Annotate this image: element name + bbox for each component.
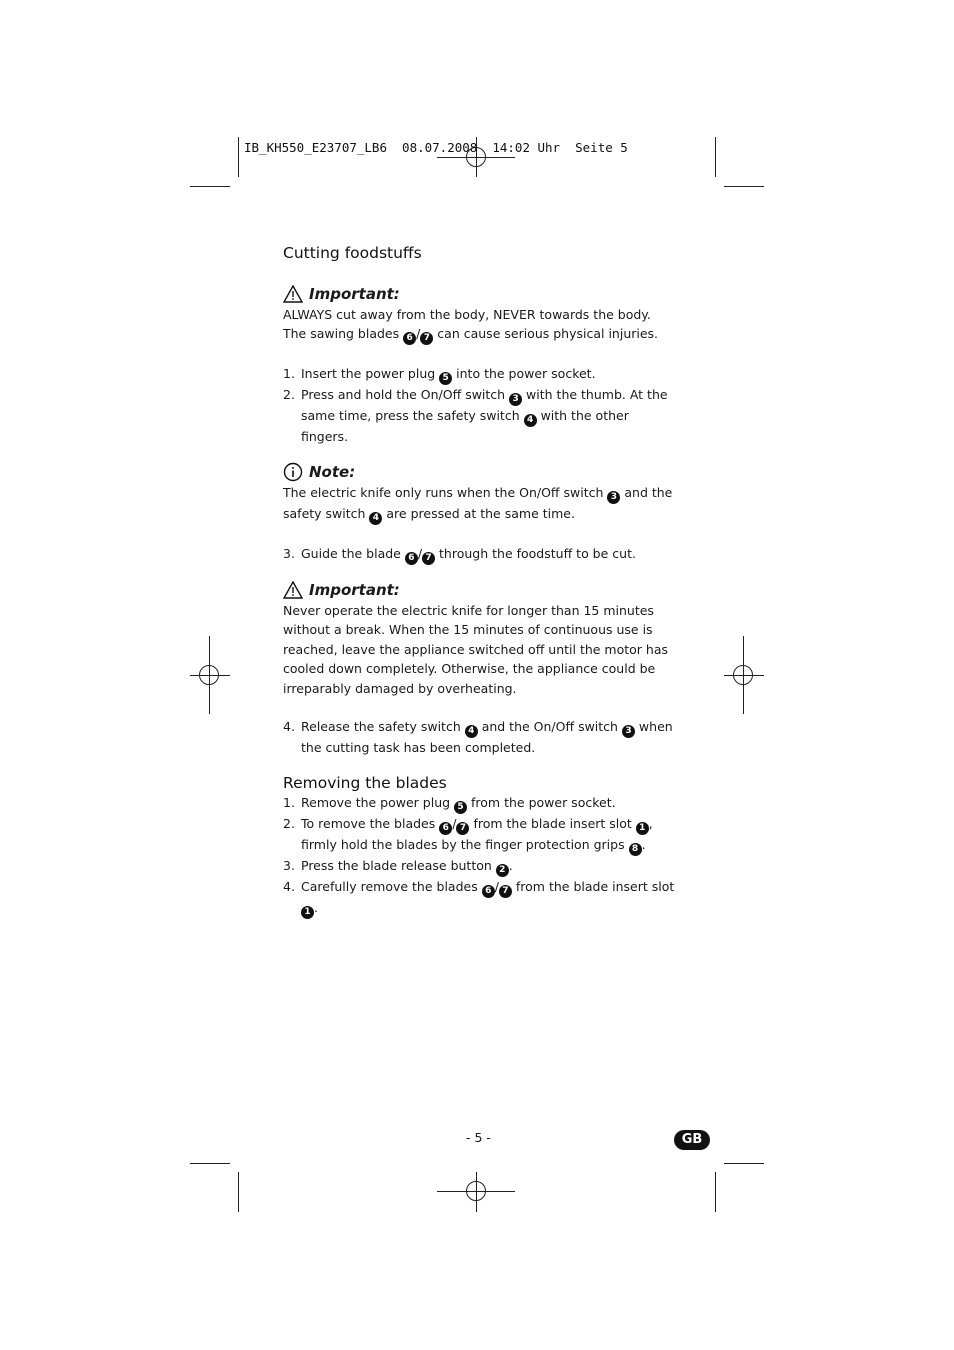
callout-number: 6 [482,885,495,898]
page-content [283,244,678,919]
callout-number: 3 [607,491,620,504]
callout-number: 6 [403,332,416,345]
callout-number: 1 [301,906,314,919]
info-circle-icon [283,462,303,482]
important-label: Important: [309,284,400,303]
callout-number: 3 [622,725,635,738]
list-item: 3. Press the blade release button 2 . [283,858,513,875]
callout-number: 8 [629,843,642,856]
steps-list [283,717,678,758]
callout-number: 7 [456,822,469,835]
crop-mark [190,1163,230,1164]
callout-number: 2 [496,864,509,877]
registration-mark [199,665,219,685]
crop-mark [724,1163,764,1164]
steps-list [283,544,678,565]
crop-mark [190,186,230,187]
callout-number: 6 [439,822,452,835]
important-text: Never operate the electric knife for longer than 15 minutes without a break. When the 15 minutes of continuous use is reached, leave the appliance switched off until the motor has cooled down completely. Otherwise, the appliance could be irreparably damaged by overheating. [283,602,669,696]
crop-mark [724,186,764,187]
callout-number: 4 [369,512,382,525]
section-title-cutting: Cutting foodstuffs [283,244,422,262]
steps-list [283,364,678,447]
crop-mark [238,137,239,177]
list-item: 1. Insert the power plug 5 into the power socket. [283,366,596,383]
callout-number: 4 [465,725,478,738]
note-label: Note: [309,462,356,481]
callout-number: 7 [499,885,512,898]
list-item: 2. To remove the blades 6 / 7 from the blade insert slot 1 , firmly hold the blades by the finger protection grips 8 . [283,816,653,854]
page-number: - 5 - [466,1130,491,1145]
print-slug: IB_KH550_E23707_LB6 08.07.2008 14:02 Uhr Seite 5 [244,140,628,155]
callout-number: 5 [454,801,467,814]
crop-mark [238,1172,239,1212]
callout-number: 7 [422,552,435,565]
list-item: 2. Press and hold the On/Off switch 3 with the thumb. At the same time, press the safety switch 4 with the other fingers. [283,387,668,444]
callout-number: 5 [439,372,452,385]
registration-mark [733,665,753,685]
callout-number: 4 [524,414,537,427]
callout-number: 7 [420,332,433,345]
section-title-removing: Removing the blades [283,773,447,792]
callout-number: 3 [509,393,522,406]
crop-mark [715,1172,716,1212]
list-item: 1. Remove the power plug 5 from the power socket. [283,795,616,812]
important-label: Important: [309,580,400,599]
callout-number: 6 [405,552,418,565]
crop-mark [715,137,716,177]
registration-mark [466,1181,486,1201]
important-heading [283,283,678,305]
callout-number: 1 [636,822,649,835]
steps-list [283,793,678,919]
note-heading [283,461,678,483]
list-item: 4. Release the safety switch 4 and the On/Off switch 3 when the cutting task has been completed. [283,719,673,755]
list-item: 3. Guide the blade 6 / 7 through the foodstuff to be cut. [283,545,636,563]
warning-triangle-icon [283,581,303,599]
important-text: ALWAYS cut away from the body, NEVER towards the body. The sawing blades 6 / 7 can cause serious physical injuries. [283,306,659,343]
note-text: The electric knife only runs when the On/Off switch 3 and the safety switch 4 are pressed at the same time. [283,484,673,523]
language-badge: GB [674,1130,710,1150]
list-item: 4. Carefully remove the blades 6 / 7 from the blade insert slot 1 . [283,879,675,917]
warning-triangle-icon [283,285,303,303]
important-heading [283,579,678,601]
